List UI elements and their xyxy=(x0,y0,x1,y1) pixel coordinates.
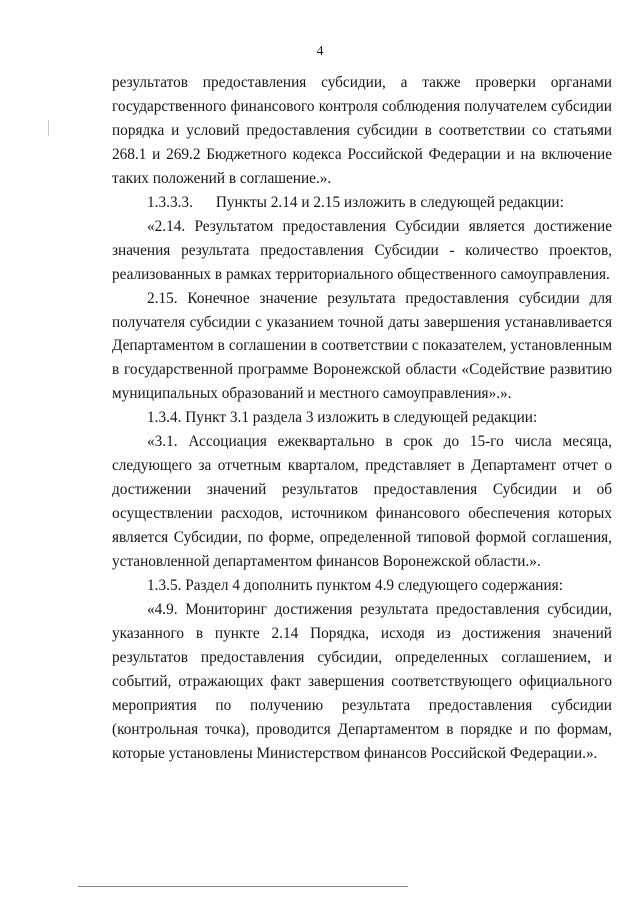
paragraph-continuation: результатов предоставления субсидии, а также проверки органами государственного финансового контроля соблюдения получателем субсидии порядка и условий предоставления субсидии в соответствии со статьями 268.1 и 269.2 Бюджетного кодекса Российской Федерации и на включение таких положений в соглашение.». xyxy=(112,74,612,187)
paragraph-1-3-3-3: 1.3.3.3. Пункты 2.14 и 2.15 изложить в следующей редакции: xyxy=(147,193,564,211)
paragraph-4-9: «4.9. Мониторинг достижения результата предоставления субсидии, указанного в пункте 2.14 Порядка, исходя из достижения значений результатов предоставления субсидии, определенных соглашением, и событий, отражающих факт завершения соответствующего официального мероприятия по получению результата предоставления субсидии (контрольная точка), проводится Департаментом в порядке и по формам, которые установлены Министерством финансов Российской Федерации.». xyxy=(112,600,612,762)
bottom-rule xyxy=(78,886,408,887)
paragraph-2-15: 2.15. Конечное значение результата предоставления субсидии для получателя субсидии с указанием точной даты завершения устанавливается Департаментом в соглашении в соответствии с показателем, установленным в государственной программе Воронежской области «Содействие развитию муниципальных образований и местного самоуправления».». xyxy=(112,289,612,403)
paragraph-2-14: «2.14. Результатом предоставления Субсидии является достижение значения результата предоставления Субсидии - количество проектов, реализованных в рамках территориального общественного самоуправления. xyxy=(112,217,612,283)
paragraph-3-1: «3.1. Ассоциация ежеквартально в срок до 15-го числа месяца, следующего за отчетным кварталом, представляет в Департамент отчет о достижении значений результатов предоставления Субсидии и об осуществлении расходов, источником финансового обеспечения которых является Субсидии, по форме, определенной типовой формой соглашения, установленной департаментом финансов Воронежской области.». xyxy=(112,433,612,571)
margin-mark xyxy=(48,120,49,136)
paragraph-1-3-5: 1.3.5. Раздел 4 дополнить пунктом 4.9 следующего содержания: xyxy=(147,577,563,595)
page-number: 4 xyxy=(316,44,324,59)
paragraph-1-3-4: 1.3.4. Пункт 3.1 раздела 3 изложить в следующей редакции: xyxy=(147,409,538,427)
document-body xyxy=(112,71,612,766)
